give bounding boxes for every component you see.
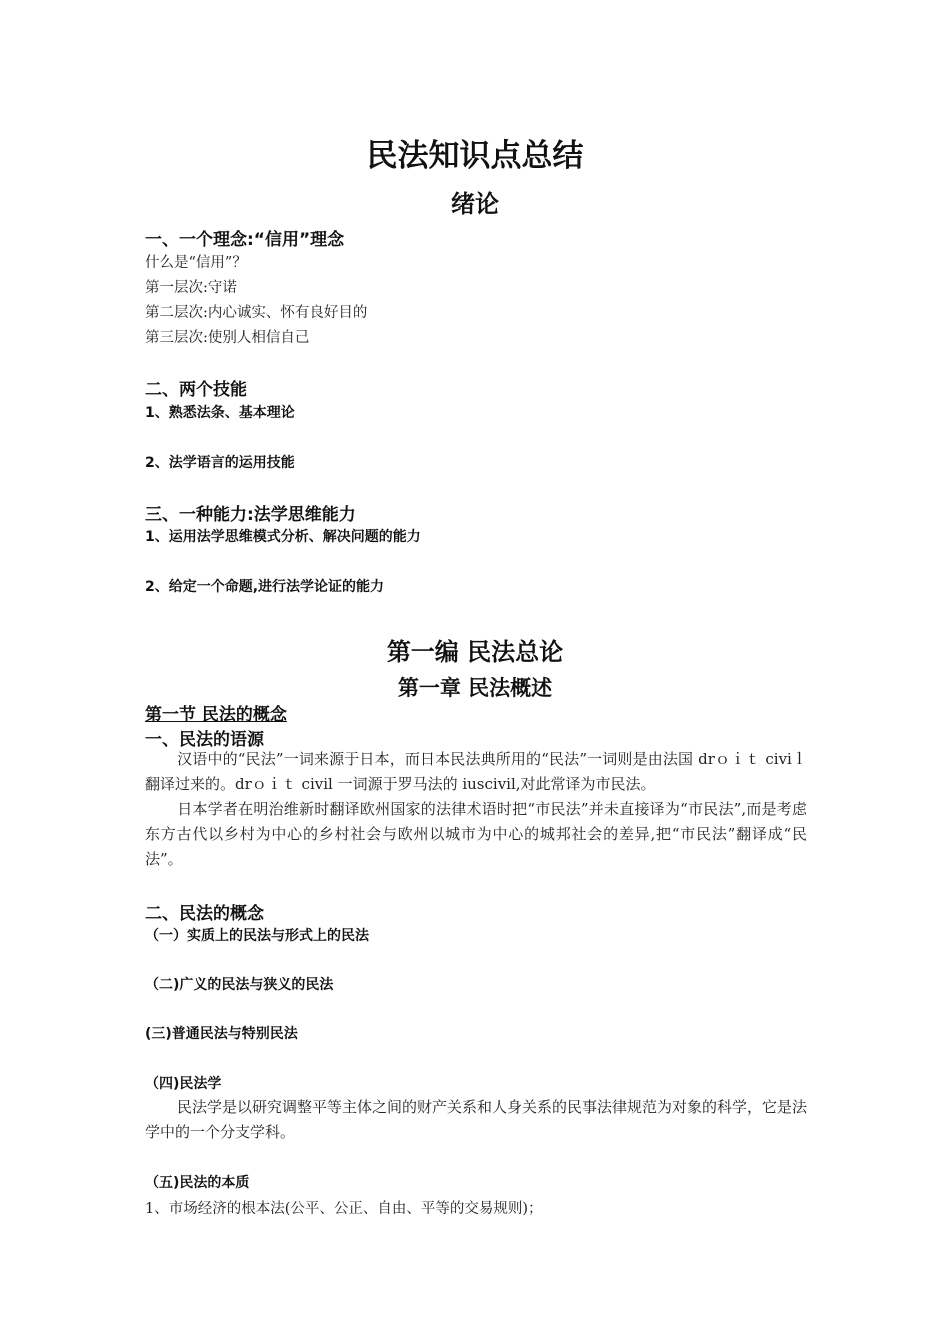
sub-heading: （二)广义的民法与狭义的民法	[145, 977, 334, 993]
list-item: 2、给定一个命题,进行法学论证的能力	[145, 579, 385, 595]
part-heading: 第一编 民法总论	[386, 638, 564, 666]
section-heading-ability: 三、一种能力:法学思维能力	[145, 505, 356, 525]
section-heading-concept: 一、一个理念:“信用”理念	[145, 230, 345, 250]
text-line: 第三层次:使别人相信自己	[145, 330, 310, 346]
text-line: 第一层次:守诺	[145, 280, 237, 296]
list-item: 1、运用法学思维模式分析、解决问题的能力	[145, 529, 421, 545]
paragraph-origin-1: 汉语中的“民法”一词来源于日本，而日本民法典所用的“民法”一词则是由法国 drｏｉｔ civiｌ翻译过来的。drｏｉｔ civil 一词源于罗马法的 iuscivil,对此常译为市民法。	[145, 750, 807, 793]
section-heading-skills: 二、两个技能	[145, 380, 247, 400]
text-line: 什么是“信用”？	[145, 255, 247, 271]
text-line: 第二层次:内心诚实、怀有良好目的	[145, 305, 368, 321]
sub-heading: （一）实质上的民法与形式上的民法	[145, 928, 369, 944]
paragraph-origin-2: 日本学者在明治维新时翻译欧州国家的法律术语时把“市民法”并未直接译为“市民法”,而是考虑东方古代以乡村为中心的乡村社会与欧州以城市为中心的城邦社会的差异,把“市民法”翻译成“民法”。	[145, 800, 807, 868]
sub-heading: (三)普通民法与特别民法	[145, 1026, 298, 1042]
concept-heading: 二、民法的概念	[145, 904, 264, 924]
chapter-heading: 第一章 民法概述	[397, 676, 553, 700]
list-item: 2、法学语言的运用技能	[145, 455, 295, 471]
intro-heading: 绪论	[451, 190, 499, 218]
list-item: 1、熟悉法条、基本理论	[145, 405, 295, 421]
sub-heading: （五)民法的本质	[145, 1175, 250, 1191]
text-line: 1、市场经济的根本法(公平、公正、自由、平等的交易规则)；	[145, 1201, 543, 1217]
paragraph-study: 民法学是以研究调整平等主体之间的财产关系和人身关系的民事法律规范为对象的科学，它是法学中的一个分支学科。	[145, 1098, 808, 1141]
subsection-heading: 第一节 民法的概念	[145, 705, 287, 725]
origin-heading: 一、民法的语源	[145, 730, 264, 750]
sub-heading: （四)民法学	[145, 1076, 222, 1092]
document-title: 民法知识点总结	[366, 138, 584, 174]
